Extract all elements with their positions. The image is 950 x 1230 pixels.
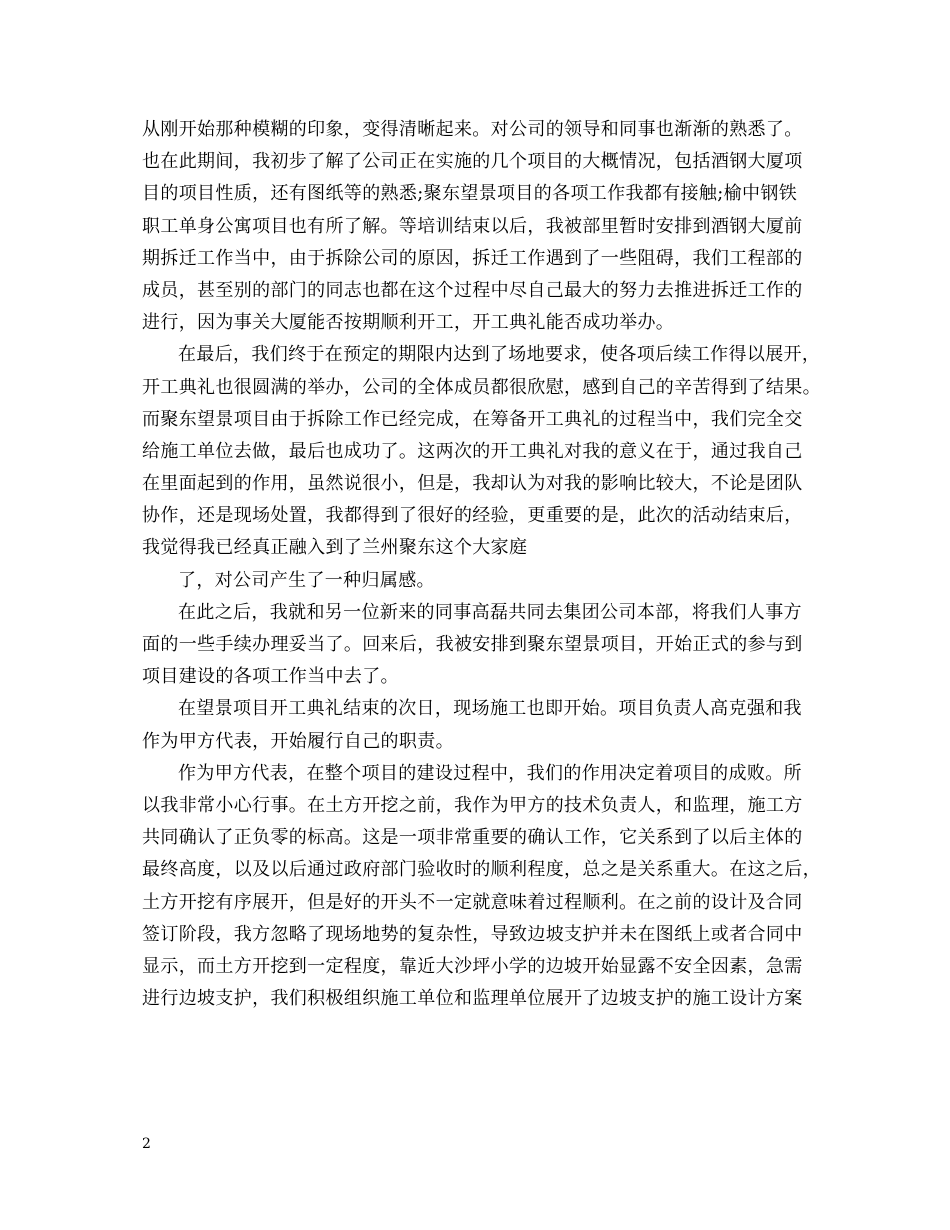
text-line: 作为甲方代表，在整个项目的建设过程中，我们的作用决定着项目的成败。所	[178, 762, 802, 784]
text-line: 目的项目性质，还有图纸等的熟悉;聚东望景项目的各项工作我都有接触;榆中钢铁	[142, 183, 798, 205]
text-line: 开工典礼也很圆满的举办，公司的全体成员都很欣慰，感到自己的辛苦得到了结果。	[142, 376, 821, 398]
text-line: 在望景项目开工典礼结束的次日，现场施工也即开始。项目负责人高克强和我	[178, 698, 802, 720]
text-line: 最终高度，以及以后通过政府部门验收时的顺利程度，总之是关系重大。在这之后，	[142, 859, 821, 881]
text-line: 在最后，我们终于在预定的期限内达到了场地要求，使各项后续工作得以展开，	[178, 344, 821, 366]
text-line: 协作，还是现场处置，我都得到了很好的经验，更重要的是，此次的活动结束后，	[142, 505, 803, 527]
text-line: 给施工单位去做，最后也成功了。这两次的开工典礼对我的意义在于，通过我自己	[142, 440, 803, 462]
text-line: 而聚东望景项目由于拆除工作已经完成，在筹备开工典礼的过程当中，我们完全交	[142, 408, 803, 430]
text-line: 成员，甚至别的部门的同志也都在这个过程中尽自己最大的努力去推进拆迁工作的	[142, 279, 803, 301]
text-line: 在里面起到的作用，虽然说很小，但是，我却认为对我的影响比较大，不论是团队	[142, 473, 803, 495]
text-line: 期拆迁工作当中，由于拆除公司的原因，拆迁工作遇到了一些阻碍，我们工程部的	[142, 247, 803, 269]
text-line: 职工单身公寓项目也有所了解。等培训结束以后，我被部里暂时安排到酒钢大厦前	[142, 215, 803, 237]
text-line: 在此之后，我就和另一位新来的同事高磊共同去集团公司本部，将我们人事方	[178, 601, 802, 623]
text-line: 进行，因为事关大厦能否按期顺利开工，开工典礼能否成功举办。	[142, 312, 675, 334]
text-line: 从刚开始那种模糊的印象，变得清晰起来。对公司的领导和同事也渐渐的熟悉了。	[142, 119, 803, 140]
page-number: 2	[142, 1136, 151, 1152]
body-text	[142, 114, 822, 1015]
text-line: 面的一些手续办理妥当了。回来后，我被安排到聚东望景项目，开始正式的参与到	[142, 634, 803, 655]
text-line: 进行边坡支护，我们积极组织施工单位和监理单位展开了边坡支护的施工设计方案	[142, 988, 803, 1010]
text-line: 项目建设的各项工作当中去了。	[142, 666, 399, 688]
text-line: 共同确认了正负零的标高。这是一项非常重要的确认工作，它关系到了以后主体的	[142, 827, 803, 849]
text-line: 以我非常小心行事。在土方开挖之前，我作为甲方的技术负责人，和监理，施工方	[142, 794, 803, 816]
text-line: 作为甲方代表，开始履行自己的职责。	[142, 730, 454, 752]
text-line: 我觉得我已经真正融入到了兰州聚东这个大家庭	[142, 537, 528, 559]
text-line: 也在此期间，我初步了解了公司正在实施的几个项目的大概情况，包括酒钢大厦项	[142, 151, 803, 173]
text-line: 土方开挖有序展开，但是好的开头不一定就意味着过程顺利。在之前的设计及合同	[142, 891, 803, 913]
text-line: 签订阶段，我方忽略了现场地势的复杂性，导致边坡支护并未在图纸上或者合同中	[142, 923, 803, 945]
text-line: 显示，而土方开挖到一定程度，靠近大沙坪小学的边坡开始显露不安全因素，急需	[142, 955, 803, 977]
text-line: 了，对公司产生了一种归属感。	[178, 569, 435, 591]
